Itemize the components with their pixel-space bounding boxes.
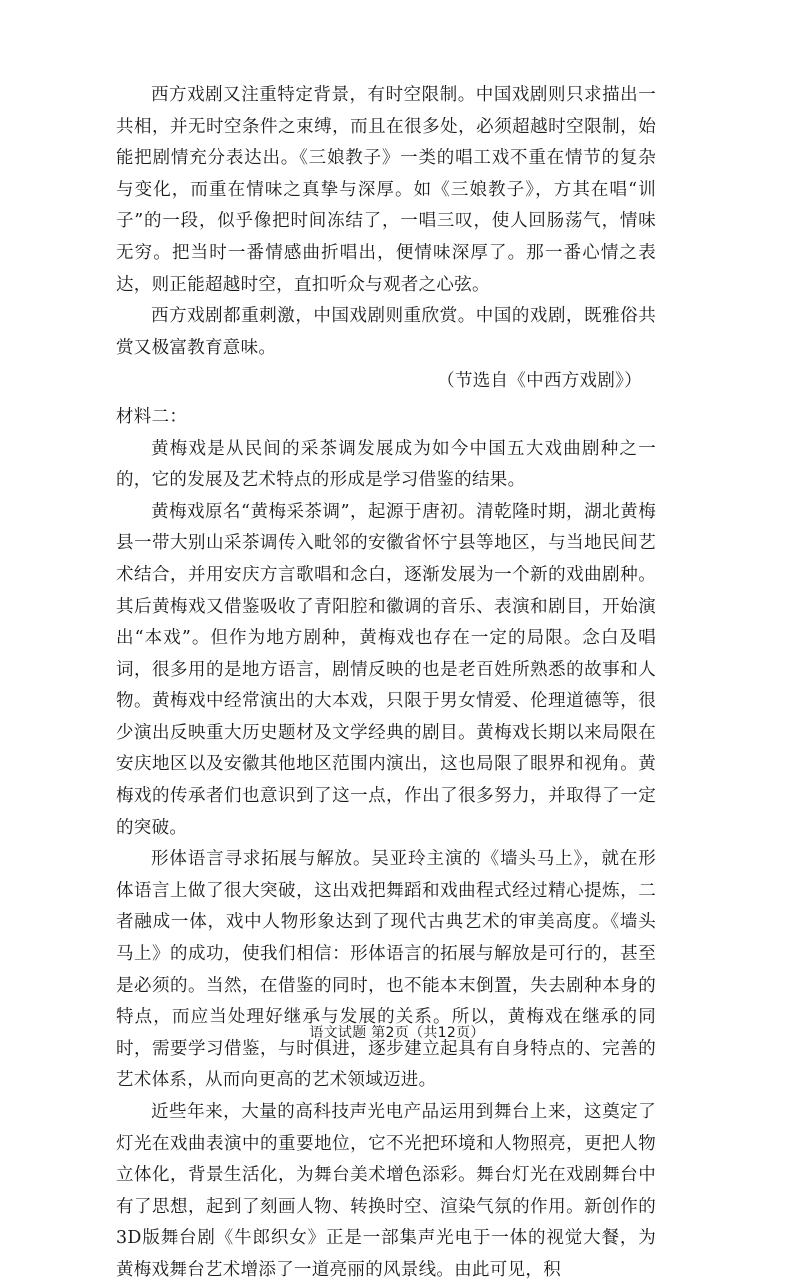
material-one-paragraph-1: 西方戏剧又注重特定背景，有时空限制。中国戏剧则只求描出一共相，并无时空条件之束缚，而且在很多处，必须超越时空限制，始能把剧情充分表达出。《三娘教子》一类的唱工戏不重在情节的复杂与变化，而重在情味之真挚与深厚。如《三娘教子》，方其在唱“训子”的一段，似乎像把时间冻结了，一唱三叹，使人回肠荡气，情味无穷。把当时一番情感曲折唱出，便情味深厚了。那一番心情之表达，则正能超越时空，直扣听众与观者之心弦。 — [116, 85, 656, 295]
material-two-paragraph-1: 黄梅戏是从民间的采茶调发展成为如今中国五大戏曲剧种之一的，它的发展及艺术特点的形成是学习借鉴的结果。 — [116, 438, 656, 491]
material-two-paragraph-3: 形体语言寻求拓展与解放。吴亚玲主演的《墙头马上》，就在形体语言上做了很大突破，这出戏把舞蹈和戏曲程式经过精心提炼，二者融成一体，戏中人物形象达到了现代古典艺术的审美高度。《墙头马上》的成功，使我们相信：形体语言的拓展与解放是可行的，甚至是必须的。当然，在借鉴的同时，也不能本末倒置，失去剧种本身的特点，而应当处理好继承与发展的关系。所以，黄梅戏在继承的同时，需要学习借鉴，与时俱进，逐步建立起具有自身特点的、完善的艺术体系，从而向更高的艺术领域迈进。 — [116, 849, 656, 1091]
material-two-paragraph-2: 黄梅戏原名“黄梅采茶调”，起源于唐初。清乾隆时期，湖北黄梅县一带大别山采茶调传入毗邻的安徽省怀宁县等地区，与当地民间艺术结合，并用安庆方言歌唱和念白，逐渐发展为一个新的戏曲剧种。其后黄梅戏又借鉴吸收了青阳腔和徽调的音乐、表演和剧目，开始演出“本戏”。但作为地方剧种，黄梅戏也存在一定的局限。念白及唱词，很多用的是地方语言，剧情反映的也是老百姓所熟悉的故事和人物。黄梅戏中经常演出的大本戏，只限于男女情爱、伦理道德等，很少演出反映重大历史题材及文学经典的剧目。黄梅戏长期以来局限在安庆地区以及安徽其他地区范围内演出，这也局限了眼界和视角。黄梅戏的传承者们也意识到了这一点，作出了很多努力，并取得了一定的突破。 — [116, 501, 656, 838]
material-one-paragraph-2: 西方戏剧都重刺激，中国戏剧则重欣赏。中国的戏剧，既雅俗共赏又极富教育意味。 — [116, 306, 656, 358]
material-one-source: （节选自《中西方戏剧》） — [437, 371, 642, 392]
page-footer: 语文试题 第2页（共12页） — [309, 1025, 485, 1041]
material-two-paragraph-4: 近些年来，大量的高科技声光电产品运用到舞台上来，这奠定了灯光在戏曲表演中的重要地位，它不光把环境和人物照亮，更把人物立体化，背景生活化，为舞台美术增色添彩。舞台灯光在戏剧舞台中有了思想，起到了刻画人物、转换时空、渲染气氛的作用。新创作的3D版舞台剧《牛郎织女》正是一部集声光电于一体的视觉大餐，为黄梅戏舞台艺术增添了一道亮丽的风景线。由此可见，积 — [116, 1102, 656, 1280]
material-two-label: 材料二： — [116, 406, 188, 427]
page-content — [116, 80, 656, 1287]
